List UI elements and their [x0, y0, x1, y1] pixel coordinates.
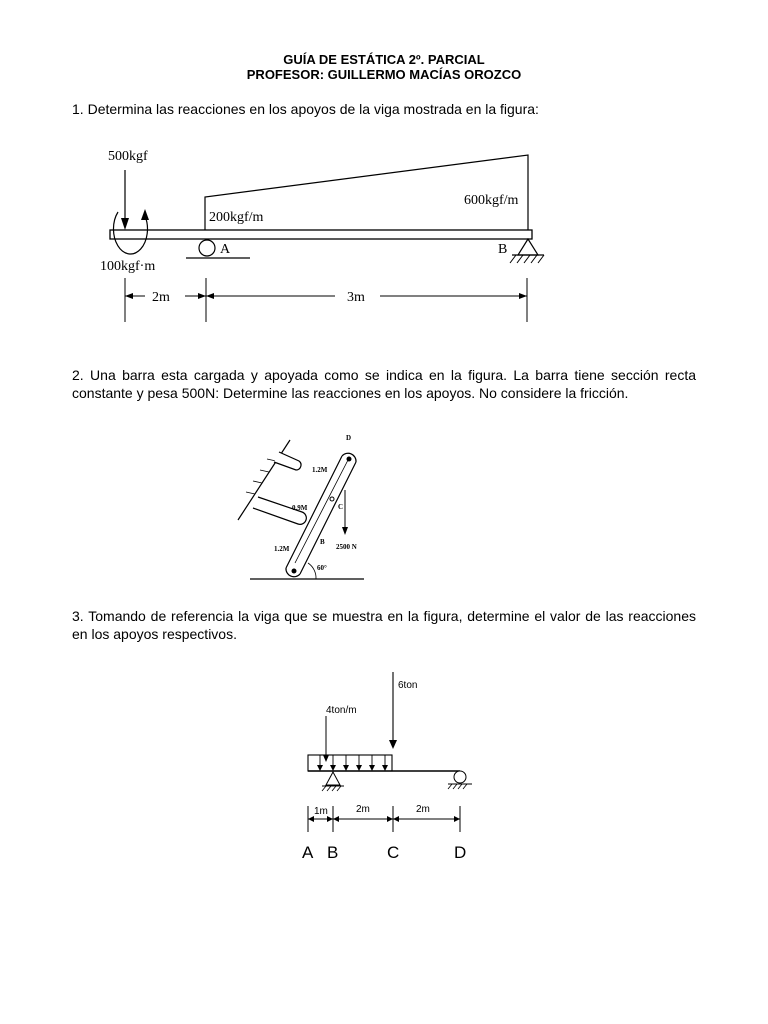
dim-1-label-p3: 1m: [314, 806, 328, 817]
pin-support-b-p3-icon: [326, 772, 340, 785]
point-load-label: 500kgf: [108, 149, 148, 164]
dim-1-label: 2m: [152, 290, 170, 305]
document-title: GUÍA DE ESTÁTICA 2º. PARCIAL: [283, 52, 485, 67]
angle-label: 60°: [317, 564, 327, 572]
roller-support-d-icon: [454, 771, 466, 783]
problem-3-text: Tomando de referencia la viga que se muestra en la figura, determine el valor de las reacciones en los apoyos respectivos.: [72, 608, 696, 642]
dim-mid-label: 0.9M: [292, 504, 308, 512]
dim-top-label: 1.2M: [312, 466, 328, 474]
point-d-label: D: [454, 843, 467, 862]
problem-1-number: 1.: [72, 101, 84, 117]
support-b-label: B: [498, 242, 508, 257]
support-a-label: A: [220, 242, 231, 257]
point-a-label: A: [302, 843, 314, 862]
pin-support-b-p3-hatch: [322, 786, 341, 791]
load-label: 2500 N: [336, 543, 357, 551]
moment-label: 100kgf·m: [100, 259, 156, 274]
dim-3-label-p3: 2m: [416, 804, 430, 815]
problem-2-text: Una barra esta cargada y apoyada como se indica en la figura. La barra tiene sección recta constante y pesa 500N: Determine las reacciones en los apoyos. No considere la fricción.: [72, 367, 696, 401]
point-b-label: B: [327, 843, 339, 862]
dim-2-label: 3m: [347, 290, 365, 305]
point-load-label-p3: 6ton: [398, 680, 418, 691]
dim-2-label-p3: 2m: [356, 804, 370, 815]
point-c-label: C: [387, 843, 400, 862]
dist-load-start-label: 200kgf/m: [209, 210, 264, 225]
point-load-arrowhead-p3: [389, 740, 397, 749]
roller-support-d-hatch: [448, 784, 467, 789]
problem-2-number: 2.: [72, 367, 84, 383]
dist-load-label: 4ton/m: [326, 705, 357, 716]
problem-3-number: 3.: [72, 608, 84, 624]
label-c: C: [338, 503, 344, 511]
dist-load-end-label: 600kgf/m: [464, 193, 519, 208]
dim-bottom-label: 1.2M: [274, 545, 290, 553]
label-d: D: [346, 434, 352, 442]
label-b: B: [320, 538, 325, 546]
problem-1-text: Determina las reacciones en los apoyos de la viga mostrada en la figura:: [87, 101, 539, 117]
professor-name: PROFESOR: GUILLERMO MACÍAS OROZCO: [246, 67, 522, 82]
